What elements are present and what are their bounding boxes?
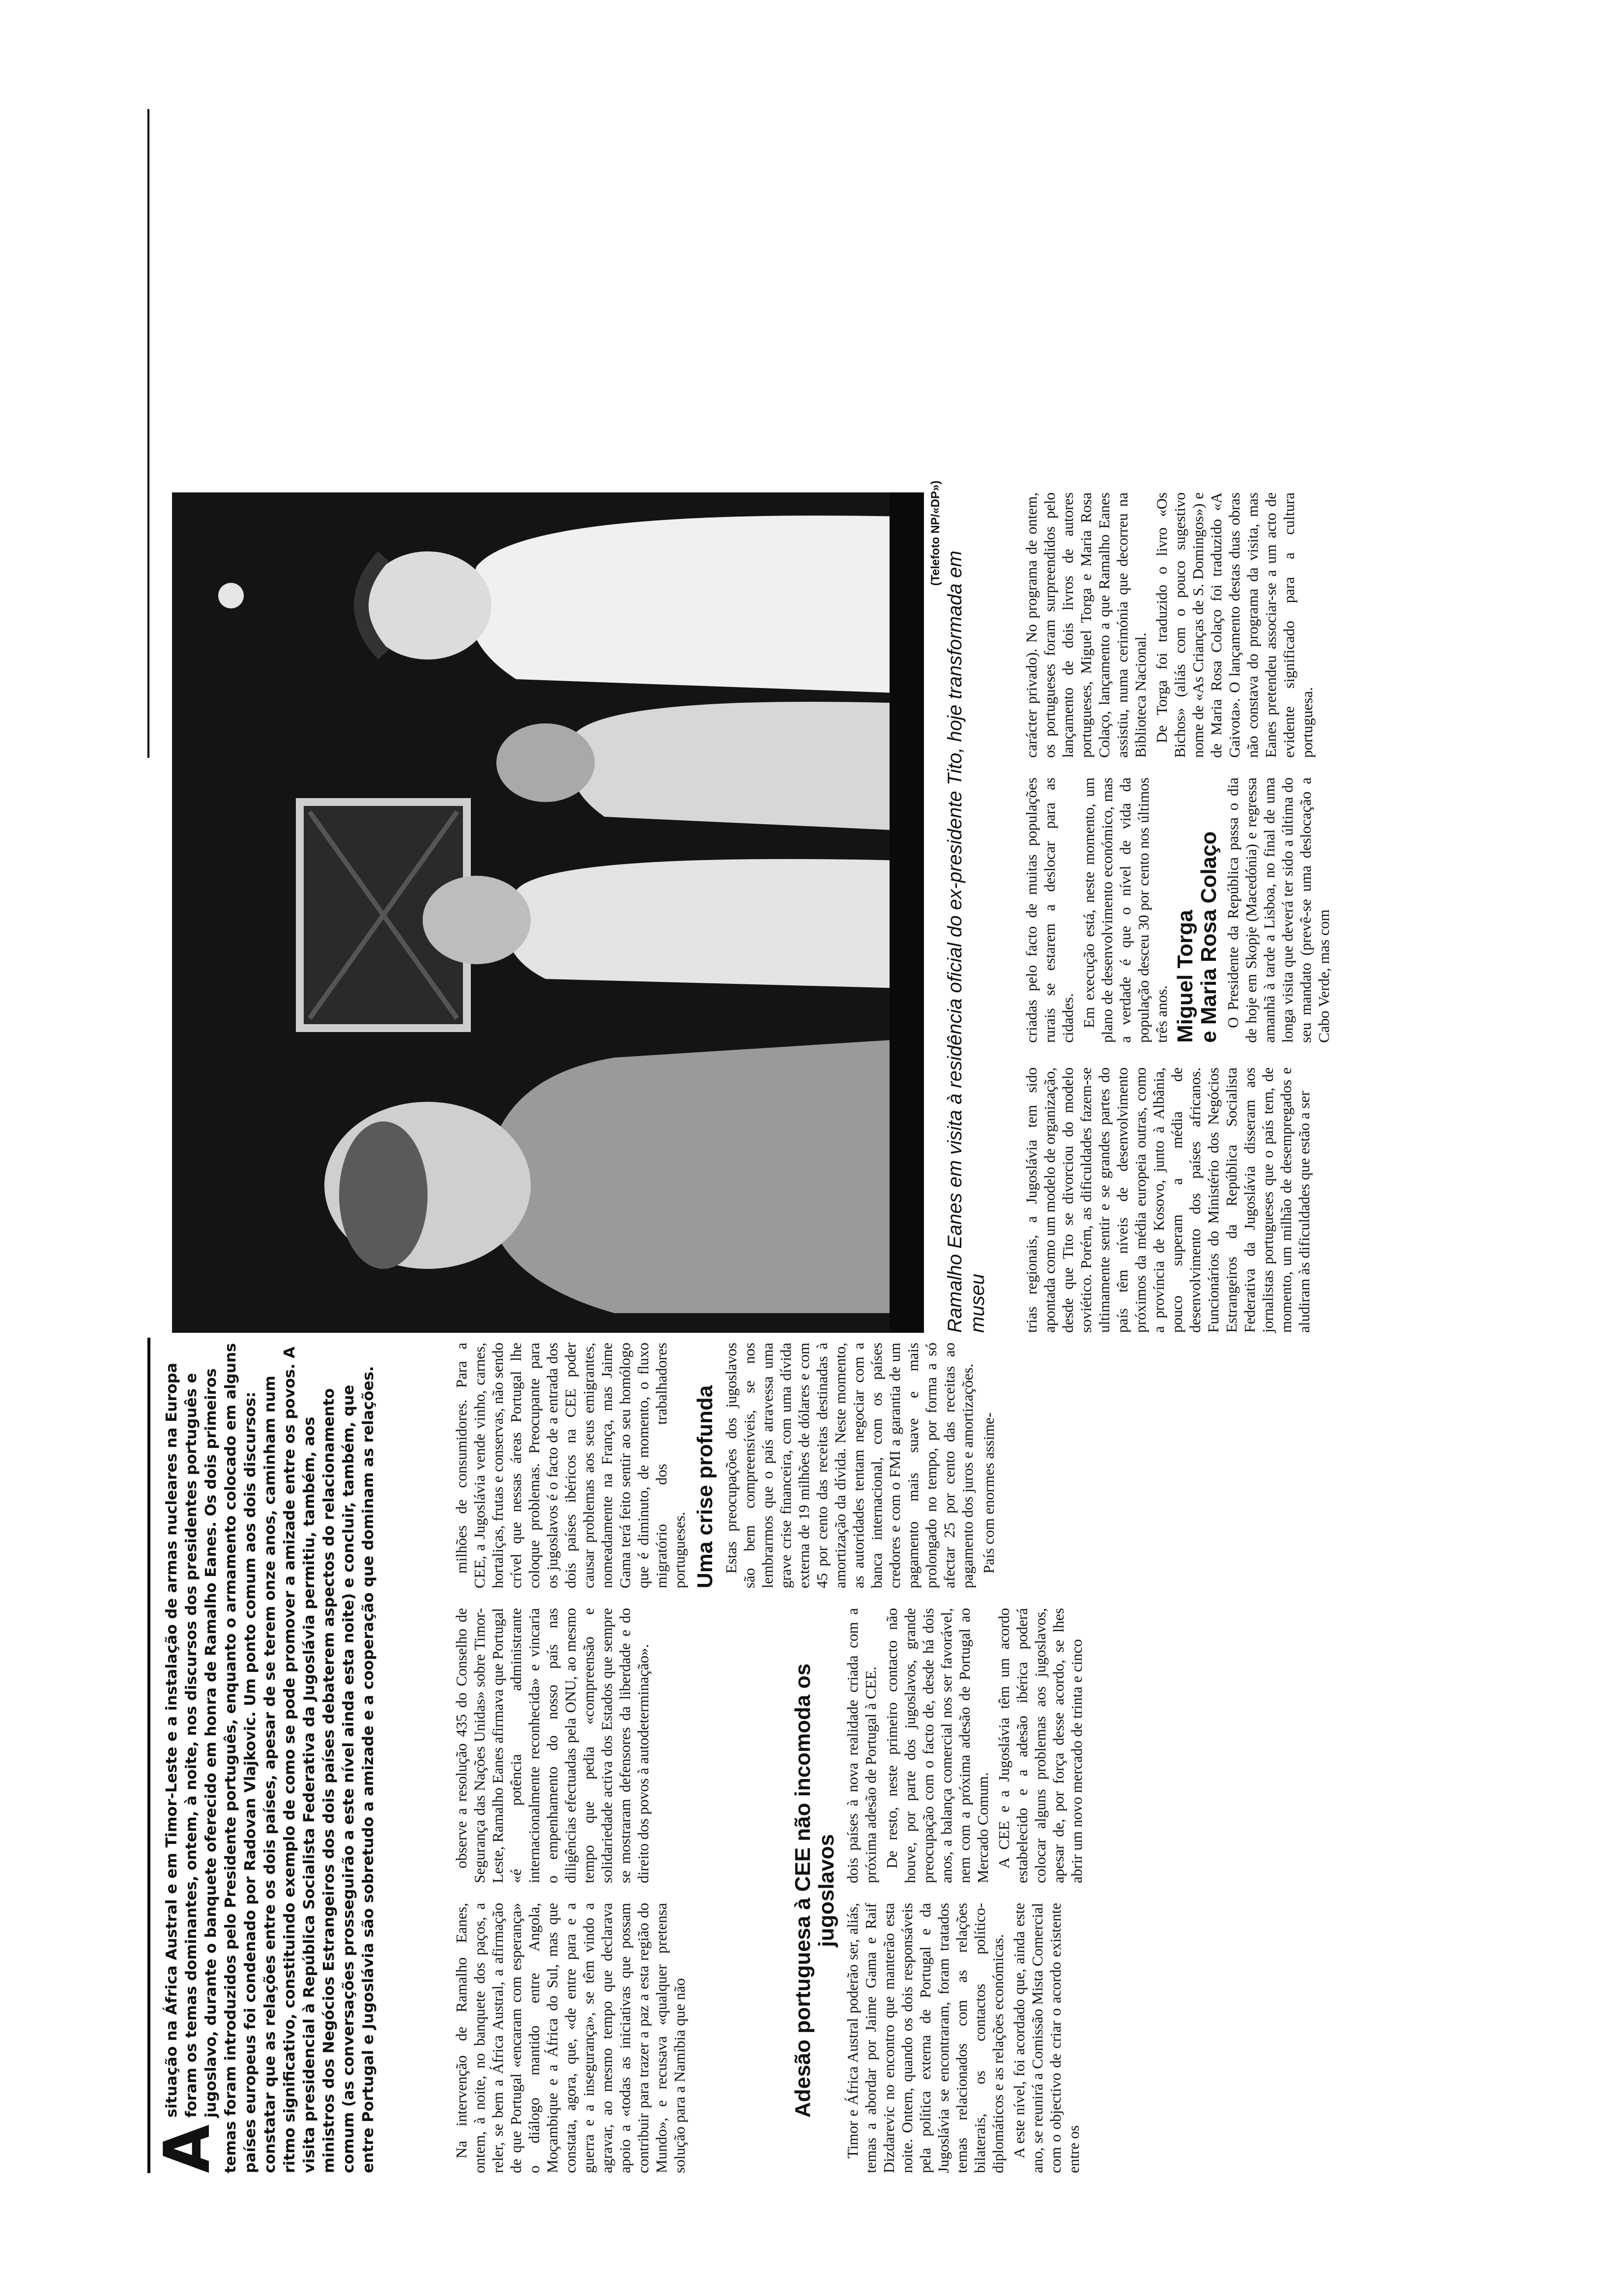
column-3-paragraph: milhões de consumidores. Para a CEE, a Jugoslávia vende vinho, carnes, hortaliças, frutas e conservas, não sendo crível que nessas áreas Portugal lhe coloque problemas. Preocupante para os jugoslavos é o facto de a entrada dos dois países ibéricos na CEE poder causar problemas aos seus emigrantes, nomeadamente na França, mas Jaime Gama terá feito sentir ao seu homólogo que é diminuto, de momento, o fluxo migratório dos trabalhadores portugueses. [453, 1343, 688, 1588]
subheading-adesao: Adesão portuguesa à CEE não incomoda os jugoslavos [791, 1663, 838, 2118]
column-1-paragraph: Na intervenção de Ramalho Eanes, ontem, à noite, no banquete dos paços, a reler, se bem a África Austral, a afirmação de que Portugal «encaram com esperança» o diálogo mantido entre Angola, Moçambique e a África do Sul, mas que constata, agora, que, «de entre para e a guerra e a insegurança», se têm vindo a agravar, ao mesmo tempo que declarava apoio a «todas as iniciativas que possam contribuir para trazer a paz a esta região do Mundo», e recusava «qualquer pretensa solução para a Namíbia que não [453, 1903, 688, 2173]
photo-image [172, 492, 924, 1333]
column-1-paragraph: A este nível, foi acordado que, ainda este ano, se reunirá a Comissão Mista Comercial com o objectivo de criar o acordo existente entre os [1010, 1903, 1082, 2173]
column-4 [1022, 1067, 1583, 1333]
subheading-crise: Uma crise profunda [693, 1385, 717, 1588]
column-2-paragraph: observe a resolução 435 do Conselho de Segurança das Nações Unidas» sobre Timor-Leste, Ramalho Eanes afirmava que Portugal «é potência administrante internacionalmente reconhecida» e vincaria o empenhamento do nosso país nas diligências efectuadas pela ONU, ao mesmo tempo que pedia «compreensão e solidariedade activa dos Estados que sempre se mostraram defensores da liberdade e do direito dos povos à autodeterminação». [453, 1608, 652, 1883]
column-3-paragraph: Estas preocupações dos jugoslavos são bem compreensíveis, se nos lembrarmos que o país atravessa uma grave crise financeira, com uma dívida externa de 19 milhões de dólares e com 45 por cento das receitas destinadas à amortização da dívida. Neste momento, as autoridades tentam negociar com a banca internacional, com os países credores e com o FMI a garantia de um pagamento mais suave e mais prolongado no tempo, por forma a só afectar 25 por cento das receitas ao pagamento dos juros e amortizações. [722, 1343, 976, 1588]
column-2 [452, 1608, 840, 1883]
lead-paragraph [151, 1338, 437, 2173]
column-5 [1022, 777, 1583, 1043]
column-3-paragraph: País com enormes assime- [980, 1412, 997, 1574]
subheading-torga [1174, 777, 1221, 1043]
column-6-paragraph: De Torga foi traduzido o livro «Os Bichos» (aliás com o pouco sugestivo nome de «As Crianças de S. Domingos») e de Maria Rosa Colaço foi traduzido «A Gaivota». O lançamento destas duas obras não constava do programa da visita, mas Eanes pretendeu associar-se a um acto de evidente significado para a cultura portuguesa. [1153, 492, 1316, 758]
column-1-paragraph: Timor e África Austral poderão ser, aliás, temas a abordar por Jaime Gama e Raif Dizdarevic no encontro que manterão esta noite. Ontem, quando os dois responsáveis pela política externa de Portugal e da Jugoslávia se encontraram, foram tratados temas relacionados com as relações bilaterais, os contactos político-diplomáticos e as relações económicas. [844, 1903, 1007, 2173]
column-4-paragraph: trias regionais, a Jugoslávia tem sido apontada como um modelo de organização, desde que Tito se divorciou do modelo soviético. Porém, as dificuldades fazem-se ultimamente sentir e se grandes partes do país têm níveis de desenvolvimento próximos da média europeia outras, como a província de Kosovo, junto à Albânia, pouco superam a média de desenvolvimento dos países africanos. Funcionários do Ministério dos Negócios Estrangeiros da República Socialista Federativa da Jugoslávia disseram aos jornalistas portugueses que o país tem, de momento, um milhão de desempregados e aludiram às dificuldades que estão a ser [1023, 1067, 1313, 1333]
drop-cap: A [151, 2124, 224, 2173]
column-6 [1022, 492, 1583, 758]
right-border-rule [147, 109, 149, 758]
top-border-rule [147, 1338, 150, 2173]
column-2-paragraph: A CEE e a Jugoslávia têm um acordo estabelecido e a adesão ibérica poderá colocar alguns problemas aos jugoslavos, apesar de, por força desse acordo, se lhes abrir um novo mercado de trinta e cinco [995, 1608, 1085, 1883]
column-2-paragraph: dois países à nova realidade criada com a próxima adesão de Portugal à CEE. [844, 1608, 879, 1883]
column-1-lower [786, 1608, 1573, 2173]
news-photo [172, 492, 924, 1333]
photo-credit: (Telefoto NP/«DP») [929, 480, 942, 586]
column-2-paragraph: De resto, neste primeiro contacto não houve, por parte dos jugoslavos, grande preocupação com o facto de, desde há dois anos, a balança comercial nos ser favorável, nem com a próxima adesão de Portugal ao Mercado Comum. [883, 1608, 991, 1883]
column-5-paragraph: Em execução está, neste momento, um plano de desenvolvimento económico, mas a verdade é que o nível de vida da população desceu 30 por cento nos últimos três anos. [1080, 777, 1170, 1043]
subheading-torga-line1: Miguel Torga [1173, 910, 1197, 1043]
column-5-paragraph: criadas pelo facto de muitas populações rurais se estarem a deslocar para as cidades. [1023, 777, 1076, 1043]
subheading-torga-line2: e Maria Rosa Colaço [1197, 831, 1221, 1043]
lead-text: situação na África Austral e em Timor-Leste e a instalação de armas nucleares na Europa foram os temas dominantes, ontem, à noite, nos discursos dos presidentes português e jugoslavo, durante o banquete oferecido em honra de Ramalho Eanes. Os dois primeiros temas foram introduzidos pelo Presidente português, enquanto o armamento colocado em alguns países europeus foi condenado por Radovan Vlajkovic. Um ponto comum aos dois discursos: constatar que as relações entre os dois países, apesar de se terem onze anos, caminham num ritmo significativo, constituindo exemplo de como se pode promover a amizade entre os povos. A visita presidencial à República Socialista Federativa da Jugoslávia permitiu, também, aos ministros dos Negócios Estrangeiros dos dois países debaterem aspectos do relacionamento comum (as conversações prosseguirão a este nível ainda esta noite) e concluir, também, que entre Portugal e Jugoslávia são sobretudo a amizade e a cooperação que dominam as relações. [163, 1343, 377, 2173]
column-5-paragraph: O Presidente da República passa o dia de hoje em Skopje (Macedónia) e regressa amanhã à tarde a Lisboa, no final de uma longa visita que deverá ter sido a última do seu mandato (prevê-se uma deslocação a Cabo Verde, mas com [1224, 777, 1332, 1043]
photo-caption: Ramalho Eanes em visita à residência oficial do ex-presidente Tito, hoje transformada em museu [944, 550, 988, 1333]
column-3 [452, 1343, 1583, 1588]
column-6-paragraph: carácter privado). No programa de ontem, os portugueses foram surpreendidos pelo lançamento de dois livros de autores portugueses, Miguel Torga e Maria Rosa Colaço, lançamento a que Ramalho Eanes assistiu, numa cerimónia que decorreu na Biblioteca Nacional. [1023, 492, 1149, 758]
